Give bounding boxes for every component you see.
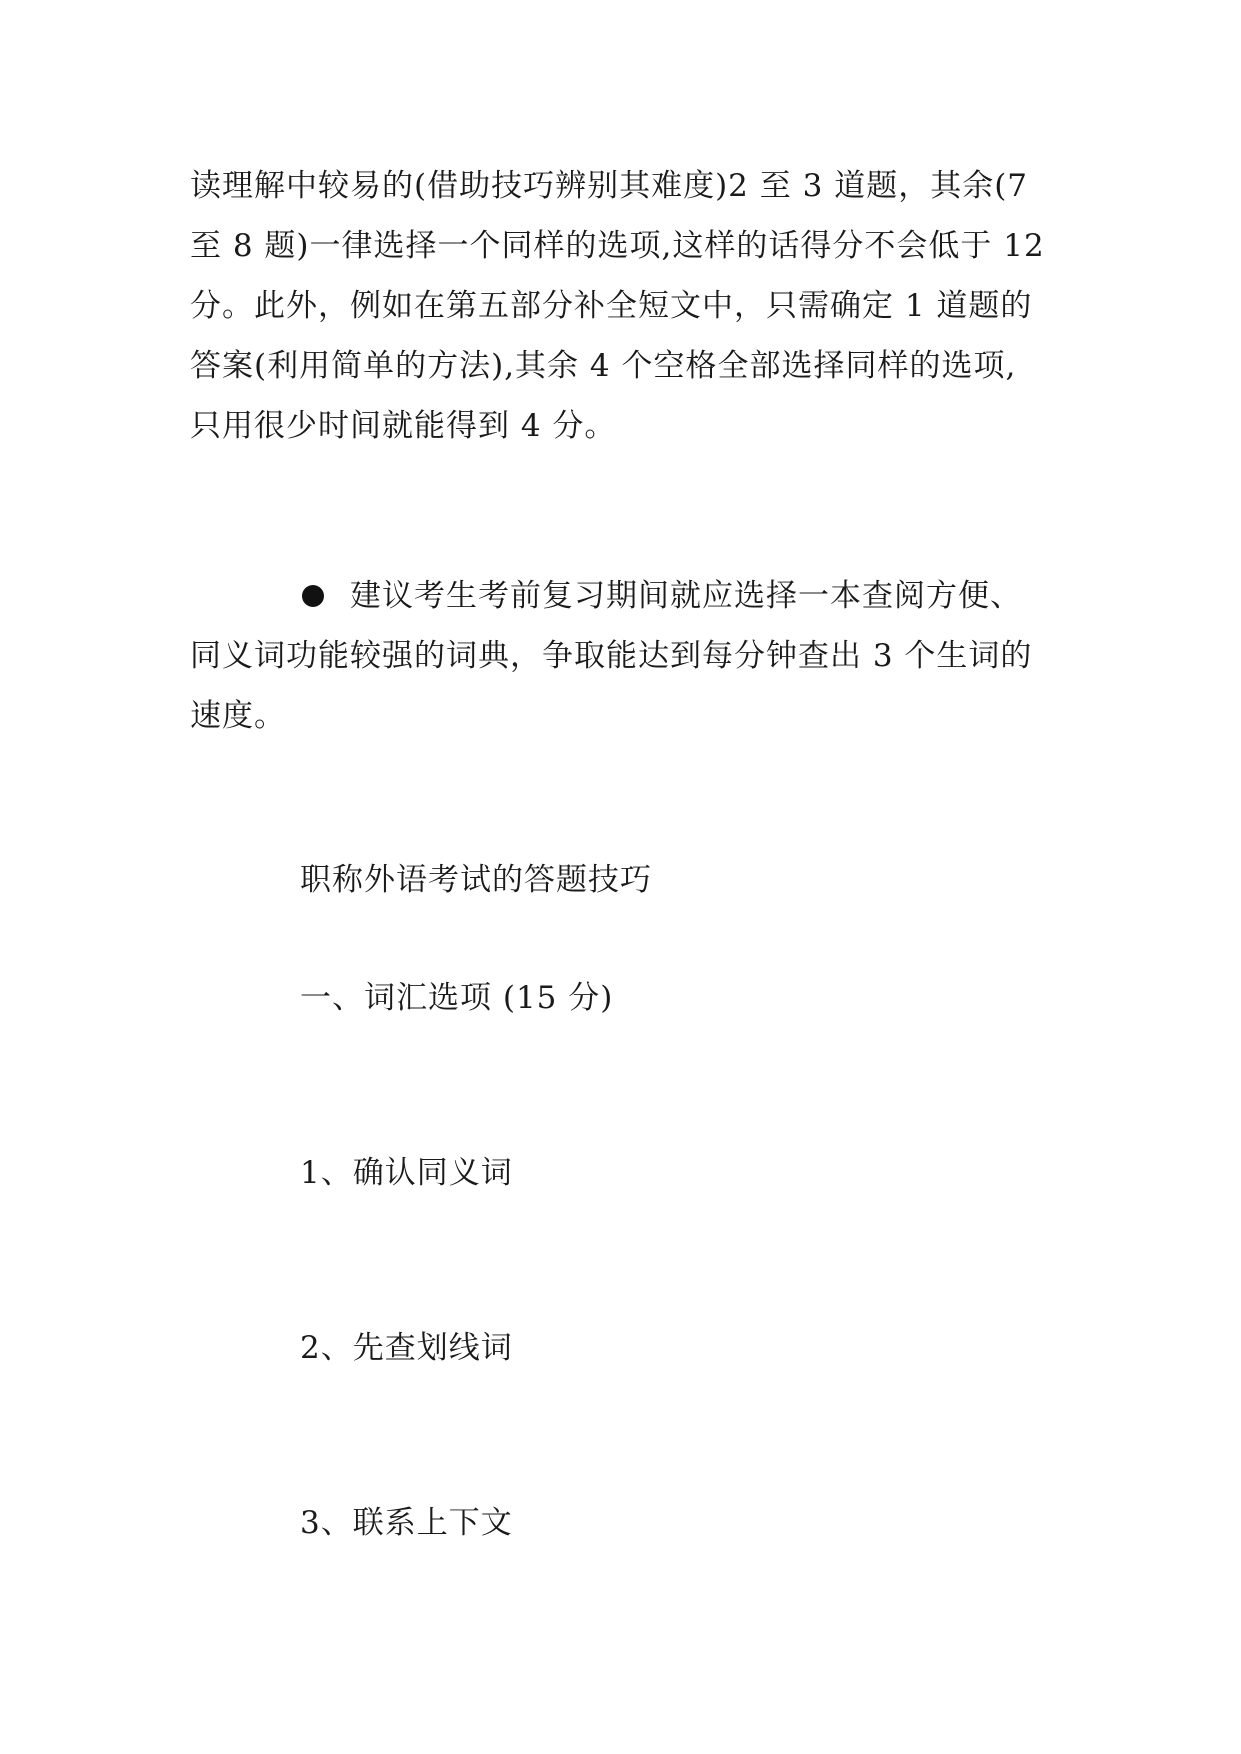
- paragraph-2-line-2: 同义词功能较强的词典，争取能达到每分钟查出 3 个生词的: [190, 638, 1033, 674]
- paragraph-1-line-1: 读理解中较易的(借助技巧辨别其难度)2 至 3 道题，其余(7: [190, 168, 1029, 204]
- paragraph-1-line-5: 只用很少时间就能得到 4 分。: [190, 408, 617, 444]
- list-item-3: 3、联系上下文: [300, 1505, 513, 1541]
- bullet-icon: [302, 585, 324, 607]
- paragraph-2-line-3: 速度。: [190, 698, 286, 734]
- paragraph-1-line-4: 答案(利用简单的方法),其余 4 个空格全部选择同样的选项,: [190, 348, 1017, 384]
- paragraph-2-line-1: 建议考生考前复习期间就应选择一本查阅方便、: [350, 578, 1022, 614]
- paragraph-1-line-2: 至 8 题)一律选择一个同样的选项,这样的话得分不会低于 12: [190, 228, 1045, 264]
- list-item-2: 2、先查划线词: [300, 1330, 513, 1366]
- subsection-title: 一、词汇选项 (15 分): [300, 980, 614, 1016]
- paragraph-1-line-3: 分。此外，例如在第五部分补全短文中，只需确定 1 道题的: [190, 288, 1033, 324]
- section-heading: 职称外语考试的答题技巧: [300, 862, 652, 898]
- list-item-1: 1、确认同义词: [300, 1155, 513, 1191]
